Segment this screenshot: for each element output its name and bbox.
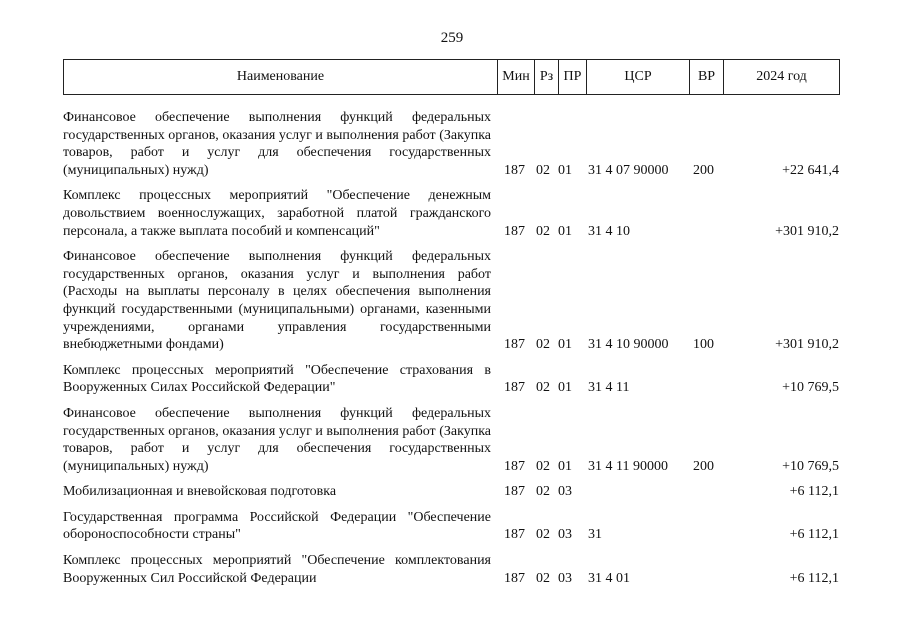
header-rz: Рз xyxy=(534,60,558,94)
row-pr: 03 xyxy=(558,484,572,500)
row-min: 187 xyxy=(504,527,525,543)
row-name: Финансовое обеспечение выполнения функций федеральных государственных органов, оказания услуг и выполнения работ (Расходы на выплаты персоналу в целях обеспечения выполнения функций государственными (муниципальными) органами, казенными учреждениями, органами управления государственными внебюджетными фондами) xyxy=(63,249,491,353)
row-min: 187 xyxy=(504,570,525,586)
row-vr: 100 xyxy=(693,337,714,353)
row-name: Мобилизационная и вневойсковая подготовка xyxy=(63,484,337,500)
table-row xyxy=(0,109,904,179)
row-csr: 31 4 11 xyxy=(588,380,630,396)
row-pr: 03 xyxy=(558,527,572,543)
row-rz: 02 xyxy=(536,223,550,239)
row-value: +6 112,1 xyxy=(789,484,839,500)
row-rz: 02 xyxy=(536,458,550,474)
row-min: 187 xyxy=(504,458,525,474)
row-value: +301 910,2 xyxy=(775,223,839,239)
row-name: Комплекс процессных мероприятий "Обеспечение комплектования Вооруженных Сил Российской Федерации xyxy=(63,553,491,586)
row-rz: 02 xyxy=(536,484,550,500)
row-value: +6 112,1 xyxy=(789,527,839,543)
row-value: +22 641,4 xyxy=(782,162,839,178)
row-name: Государственная программа Российской Федерации "Обеспечение обороноспособности страны" xyxy=(63,509,491,543)
row-csr: 31 4 11 90000 xyxy=(588,458,668,474)
row-min: 187 xyxy=(504,337,525,353)
row-rz: 02 xyxy=(536,570,550,586)
header-csr: ЦСР xyxy=(586,60,689,94)
table-row xyxy=(0,405,904,475)
row-csr: 31 4 01 xyxy=(588,570,630,586)
header-name: Наименование xyxy=(236,69,325,84)
row-pr: 01 xyxy=(558,162,572,178)
header-vr: ВР xyxy=(689,60,723,94)
row-pr: 01 xyxy=(558,337,572,353)
header-year: 2024 год xyxy=(723,60,839,94)
row-min: 187 xyxy=(504,223,525,239)
page-number: 259 xyxy=(440,30,464,46)
row-csr: 31 4 10 xyxy=(588,223,630,239)
row-name: Комплекс процессных мероприятий "Обеспечение страхования в Вооруженных Силах Российской Федерации" xyxy=(63,362,491,396)
row-vr: 200 xyxy=(693,458,714,474)
row-pr: 01 xyxy=(558,380,572,396)
table-row xyxy=(0,552,904,587)
row-name: Финансовое обеспечение выполнения функций федеральных государственных органов, оказания услуг и выполнения работ (Закупка товаров, работ и услуг для обеспечения государственных (муниципальных) нужд) xyxy=(63,405,491,474)
row-name: Комплекс процессных мероприятий "Обеспечение денежным довольствием военнослужащих, заработной платой гражданского персонала, а также выплата пособий и компенсаций" xyxy=(63,188,491,239)
row-value: +10 769,5 xyxy=(782,380,839,396)
row-rz: 02 xyxy=(536,162,550,178)
row-pr: 01 xyxy=(558,458,572,474)
table-row xyxy=(0,362,904,397)
row-csr: 31 xyxy=(588,527,602,543)
row-value: +10 769,5 xyxy=(782,458,839,474)
header-pr: ПР xyxy=(558,60,586,94)
row-csr: 31 4 07 90000 xyxy=(588,162,669,178)
row-value: +301 910,2 xyxy=(775,337,839,353)
row-min: 187 xyxy=(504,380,525,396)
table-header xyxy=(63,59,840,95)
table-row xyxy=(0,187,904,240)
row-vr: 200 xyxy=(693,162,714,178)
row-value: +6 112,1 xyxy=(789,570,839,586)
header-min: Мин xyxy=(497,60,534,94)
row-csr: 31 4 10 90000 xyxy=(588,337,669,353)
table-body xyxy=(0,109,904,595)
row-pr: 01 xyxy=(558,223,572,239)
table-row xyxy=(0,248,904,354)
row-rz: 02 xyxy=(536,380,550,396)
table-row xyxy=(0,483,904,501)
row-rz: 02 xyxy=(536,337,550,353)
row-rz: 02 xyxy=(536,527,550,543)
row-pr: 03 xyxy=(558,570,572,586)
row-name: Финансовое обеспечение выполнения функций федеральных государственных органов, оказания услуг и выполнения работ (Закупка товаров, работ и услуг для обеспечения государственных (муниципальных) нужд) xyxy=(63,110,491,178)
table-row xyxy=(0,509,904,544)
row-min: 187 xyxy=(504,162,525,178)
row-min: 187 xyxy=(504,484,525,500)
